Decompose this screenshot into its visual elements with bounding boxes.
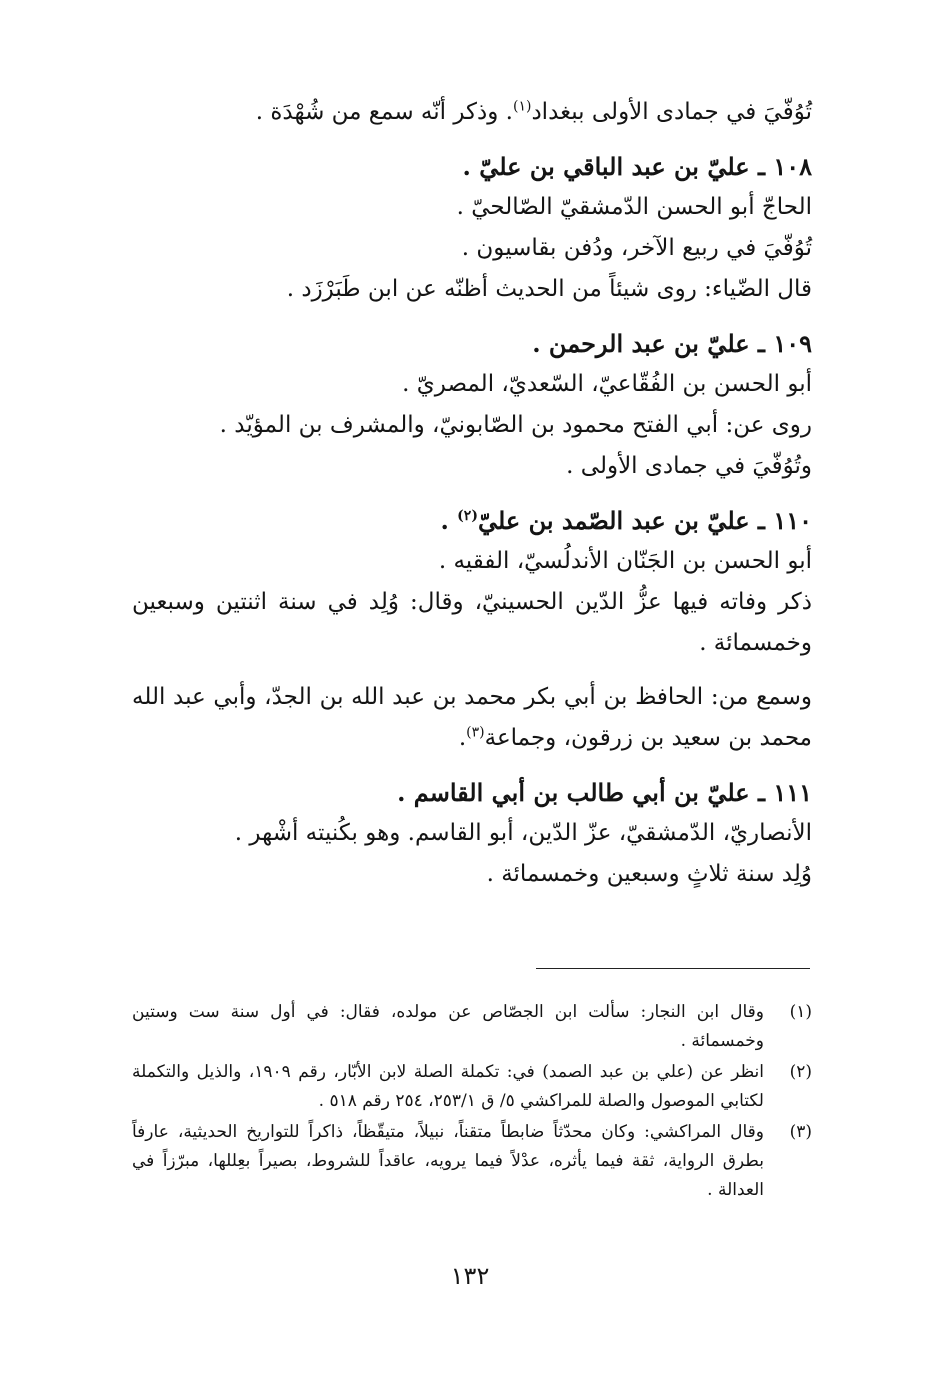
footnote-mark: (١)	[789, 1002, 812, 1022]
text-line: ذكر وفاته فيها عزُّ الدّين الحسينيّ، وقال: وُلِد في سنة اثنتين وسبعين وخمسمائة .	[132, 589, 812, 656]
footnote-1	[132, 998, 812, 1056]
text-line: أبو الحسن بن الجَنّان الأندلُسيّ، الفقيه .	[438, 548, 812, 574]
footnote-3	[132, 1118, 812, 1205]
text-line: تُوُفّيَ في ربيع الآخر، ودُفن بقاسيون .	[461, 235, 812, 261]
text-line: وُلِد سنة ثلاثٍ وسبعين وخمسمائة .	[486, 861, 812, 887]
page-number: ١٣٢	[450, 1262, 490, 1290]
text-line: أبو الحسن بن الفُقّاعيّ، السّعديّ، المصريّ .	[402, 371, 812, 397]
footnote-reference[interactable]: (١)	[512, 98, 532, 115]
text-line: قال الضّياء: روى شيئاً من الحديث أظنّه عن ابن طَبَرْزَد .	[286, 276, 812, 302]
footnote-text: وقال المراكشي: وكان محدّثاً ضابطاً متقناً، نبيلاً، متيقّظاً، ذاكراً للتواريخ الحديثية، عارفاً بطرق الرواية، ثقة فيما يأثره، عدْلاً فيما يرويه، عاقداً للشروط، بصيراً بعِللها، مبرّزاً في العدالة .	[132, 1122, 764, 1200]
text-line: روى عن: أبي الفتح محمود بن الصّابونيّ، والمشرف بن المؤيّد .	[219, 412, 812, 438]
entry-heading-111: ١١١ ـ عليّ بن أبي طالب بن أبي القاسم .	[397, 778, 812, 807]
text-line: وتُوُفّيَ في جمادى الأولى .	[566, 453, 812, 479]
footnote-divider	[536, 968, 810, 969]
entry-heading-108: ١٠٨ ـ عليّ بن عبد الباقي بن عليّ .	[462, 152, 812, 181]
footnote-text: انظر عن (علي بن عبد الصمد) في: تكملة الصلة لابن الأبّار، رقم ١٩٠٩، والذيل والتكملة لكتابي الموصول والصلة للمراكشي ٥/ ق ٢٥٣/١، ٢٥٤ رقم ٥١٨ .	[132, 1062, 764, 1111]
text-line: وسمع من: الحافظ بن أبي بكر محمد بن عبد الله بن الجدّ، وأبي عبد الله محمد بن سعيد بن زرقون، وجماعة$^{(٣)}$.	[132, 684, 812, 751]
footnote-mark: (٢)	[789, 1062, 812, 1082]
footnotes	[132, 998, 812, 1207]
main-text	[132, 92, 812, 895]
text-line: الحاجّ أبو الحسن الدّمشقيّ الصّالحيّ .	[456, 194, 812, 220]
entry-heading-109: ١٠٩ ـ عليّ بن عبد الرحمن .	[532, 329, 812, 358]
entry-heading-110: ١١٠ ـ عليّ بن عبد الصّمد بن عليّ$^{(٢)}$ .	[440, 506, 812, 535]
footnote-reference[interactable]: (٢)	[457, 508, 478, 524]
text-line: الأنصاريّ، الدّمشقيّ، عزّ الدّين، أبو القاسم. وهو بكُنيته أشْهر .	[234, 820, 812, 846]
footnote-2	[132, 1058, 812, 1116]
footnote-text: وقال ابن النجار: سألت ابن الجصّاص عن مولده، فقال: في أول سنة ست وستين وخمسمائة .	[132, 1002, 764, 1051]
footnote-mark: (٣)	[789, 1122, 812, 1142]
footnote-reference[interactable]: (٣)	[466, 724, 485, 741]
text-line: تُوُفّيَ في جمادى الأولى ببغداد$^{(١)}$. وذكر أنّه سمع من شُهْدَة .	[255, 98, 812, 125]
